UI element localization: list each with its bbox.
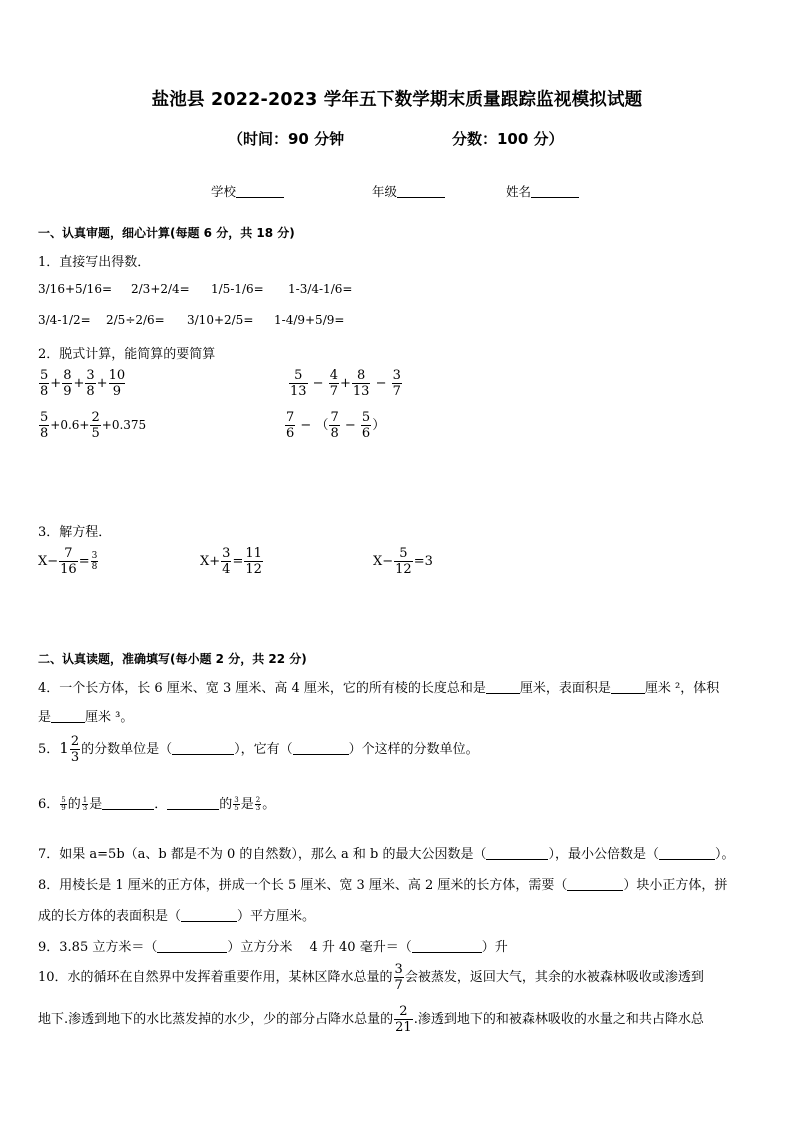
section1-heading: 一、认真审题，细心计算(每题 6 分，共 18 分) xyxy=(38,226,295,240)
q1-item: 1-3/4-1/6= xyxy=(288,282,353,296)
answer-blank[interactable] xyxy=(486,680,520,694)
fraction: $\frac{5}{12}$ xyxy=(395,546,412,577)
q10-line-1: 10．水的循环在自然界中发挥着重要作用，某林区降水总量的 $\frac{3}{7}$ 会被蒸发，返回大气，其余的水被森林吸收或渗透到 xyxy=(38,962,704,993)
fraction: $\frac{8}{9}$ xyxy=(63,368,72,399)
school-label: 学校 xyxy=(211,184,237,199)
q3-title: 3．解方程． xyxy=(38,525,112,540)
q1-title: 1．直接写出得数． xyxy=(38,255,151,270)
answer-blank[interactable] xyxy=(567,877,623,891)
q3-equation-2: X+ $\frac{3}{4}$ = $\frac{11}{12}$ xyxy=(200,546,262,577)
q3-equation-1: X− $\frac{7}{16}$ = $\frac{3}{8}$ xyxy=(38,546,98,577)
q4-line-2: 是 厘米 ³。 xyxy=(38,710,134,725)
fraction: $\frac{5}{13}$ xyxy=(290,368,307,399)
q6: 6． $\frac{5}{9}$ 的 $\frac{1}{3}$ 是 ． 的 $\frac{3}{5}$ 是 $\frac{2}{3}$ 。 xyxy=(38,796,276,812)
grade-blank[interactable] xyxy=(397,185,445,198)
fraction: $\frac{3}{7}$ xyxy=(392,368,401,399)
fraction: $\frac{5}{8}$ xyxy=(40,410,49,441)
school-field[interactable] xyxy=(211,182,284,200)
grade-label: 年级 xyxy=(372,184,398,199)
section2-heading: 二、认真读题，准确填写(每小题 2 分，共 22 分) xyxy=(38,652,307,666)
fraction: $\frac{3}{8}$ xyxy=(91,551,98,572)
q4-line-1: 4．一个长方体，长 6 厘米、宽 3 厘米、高 4 厘米，它的所有棱的长度总和是 厘米，表面积是 厘米 ²，体积 xyxy=(38,681,720,696)
q1-item: 3/10+2/5= xyxy=(187,313,254,327)
fraction: $\frac{3}{5}$ xyxy=(234,796,239,812)
q2-expression-1: $\frac{5}{8}$ + $\frac{8}{9}$ + $\frac{3}{8}$ + $\frac{10}{9}$ xyxy=(40,368,126,399)
fraction: $\frac{5}{6}$ xyxy=(361,410,371,441)
fraction: $\frac{7}{6}$ xyxy=(286,410,295,441)
q1-item: 3/16+5/16= xyxy=(38,282,113,296)
q8-line-1: 8．用棱长是 1 厘米的正方体，拼成一个长 5 厘米、宽 3 厘米、高 2 厘米的长方体，需要（ ）块小正方体，拼 xyxy=(38,878,728,893)
q1-item: 2/3+2/4= xyxy=(131,282,190,296)
q3-equation-3: X− $\frac{5}{12}$ =3 xyxy=(373,546,433,577)
q8-line-2: 成的长方体的表面积是（ ）平方厘米。 xyxy=(38,909,316,924)
fraction: $\frac{3}{7}$ xyxy=(394,962,403,993)
q1-item: 2/5÷2/6= xyxy=(106,313,165,327)
q7: 7．如果 a=5b（a、b 都是不为 0 的自然数），那么 a 和 b 的最大公因数是（ ），最小公倍数是（ ）。 xyxy=(38,847,735,862)
name-blank[interactable] xyxy=(531,185,579,198)
q10-line-2: 地下.渗透到地下的水比蒸发掉的水少，少的部分占降水总量的 $\frac{2}{21}$ .渗透到地下的和被森林吸收的水量之和共占降水总 xyxy=(38,1004,704,1035)
exam-time: （时间：90 分钟 xyxy=(228,130,345,148)
answer-blank[interactable] xyxy=(412,939,482,953)
fraction: $\frac{11}{12}$ xyxy=(245,546,262,577)
name-label: 姓名 xyxy=(506,184,532,199)
q1-item: 1/5-1/6= xyxy=(211,282,264,296)
fraction: $\frac{4}{7}$ xyxy=(329,368,338,399)
fraction: $\frac{1}{3}$ xyxy=(82,796,88,812)
answer-blank[interactable] xyxy=(167,796,219,810)
q1-item: 1-4/9+5/9= xyxy=(274,313,345,327)
q2-expression-2: $\frac{5}{13}$ − $\frac{4}{7}$ + $\frac{8}{13}$ − $\frac{3}{7}$ xyxy=(290,368,401,399)
q1-item: 3/4-1/2= xyxy=(38,313,91,327)
fraction: $\frac{7}{8}$ xyxy=(330,410,339,441)
school-blank[interactable] xyxy=(236,185,284,198)
q5: 5．1 $\frac{2}{3}$ 的分数单位是（ ），它有（ ）个这样的分数单位。 xyxy=(38,734,479,765)
q9: 9．3.85 立方米＝（ ）立方分米 4 升 40 毫升＝（ ）升 xyxy=(38,940,508,955)
fraction: $\frac{2}{3}$ xyxy=(70,734,80,765)
fraction: $\frac{2}{5}$ xyxy=(91,410,100,441)
answer-blank[interactable] xyxy=(611,680,645,694)
fraction: $\frac{2}{3}$ xyxy=(255,796,261,812)
q2-expression-3: $\frac{5}{8}$ +0.6+ $\frac{2}{5}$ +0.375 xyxy=(40,410,147,441)
name-field[interactable] xyxy=(506,182,579,200)
answer-blank[interactable] xyxy=(293,741,349,755)
fraction: $\frac{3}{4}$ xyxy=(222,546,231,577)
fraction: $\frac{2}{21}$ xyxy=(395,1004,412,1035)
fraction: $\frac{5}{8}$ xyxy=(40,368,49,399)
fraction: $\frac{5}{9}$ xyxy=(61,796,66,812)
answer-blank[interactable] xyxy=(659,846,715,860)
fraction: $\frac{10}{9}$ xyxy=(108,368,126,399)
answer-blank[interactable] xyxy=(172,741,234,755)
answer-blank[interactable] xyxy=(102,796,154,810)
q2-expression-4: $\frac{7}{6}$ − （ $\frac{7}{8}$ − $\frac{5}{6}$ ） xyxy=(286,410,386,441)
answer-blank[interactable] xyxy=(486,846,548,860)
grade-field[interactable] xyxy=(372,182,445,200)
answer-blank[interactable] xyxy=(51,709,85,723)
fraction: $\frac{8}{13}$ xyxy=(352,368,370,399)
page-title: 盐池县 2022-2023 学年五下数学期末质量跟踪监视模拟试题 xyxy=(151,90,643,110)
answer-blank[interactable] xyxy=(157,939,227,953)
q2-title: 2．脱式计算，能简算的要简算 xyxy=(38,347,216,362)
answer-blank[interactable] xyxy=(181,908,237,922)
exam-score: 分数：100 分） xyxy=(452,130,564,148)
fraction: $\frac{3}{8}$ xyxy=(86,368,95,399)
fraction: $\frac{7}{16}$ xyxy=(60,546,77,577)
